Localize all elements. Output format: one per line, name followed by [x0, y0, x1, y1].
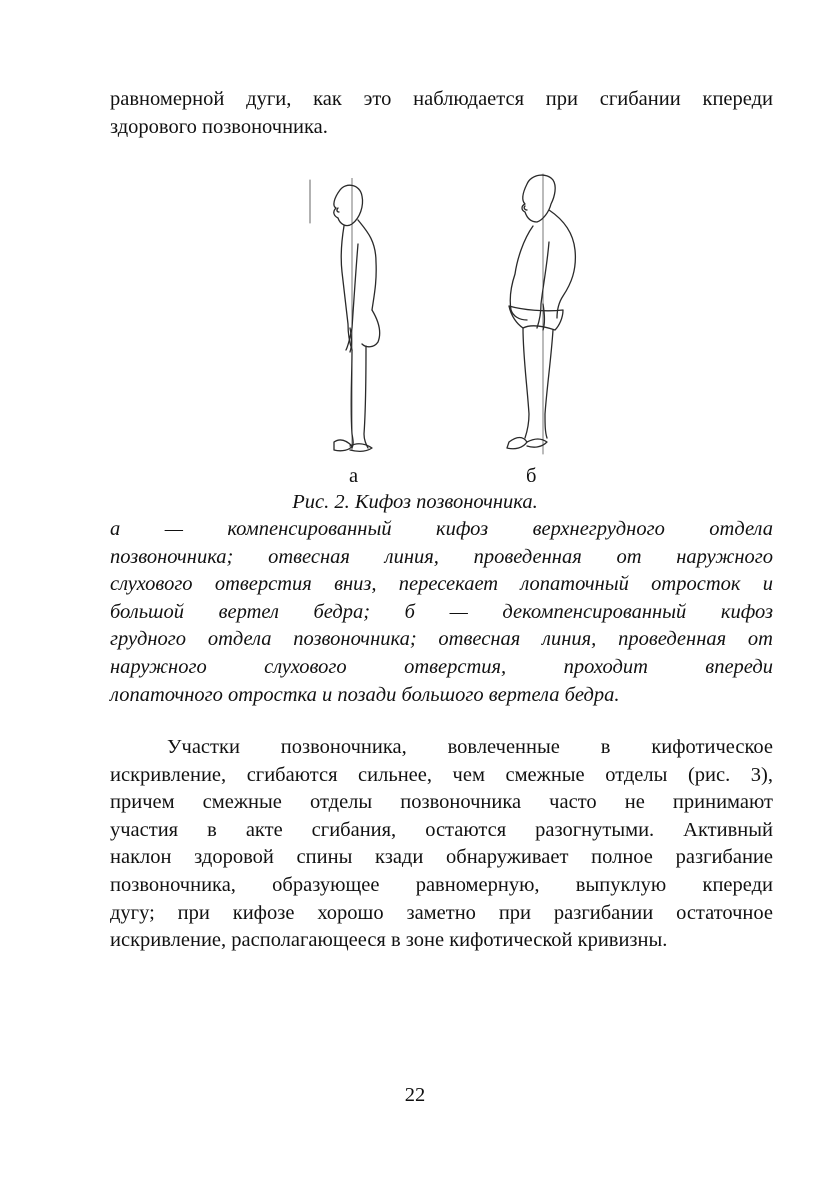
figure-caption: [110, 516, 773, 709]
text-line: Участки позвоночника, вовлеченные в кифотическое: [167, 736, 773, 758]
text-line: причем смежные отделы позвоночника часто не принимают: [110, 791, 773, 814]
caption-line: грудного отдела позвоночника; отвесная линия, проведенная от: [110, 628, 773, 651]
figure-label-b: б: [526, 465, 537, 487]
top-paragraph: [110, 86, 773, 141]
text-line: участия в акте сгибания, остаются разогнутыми. Активный: [110, 818, 773, 841]
figure-label-a: а: [349, 465, 359, 487]
caption-line: большой вертел бедра; б — декомпенсированный кифоз: [110, 600, 773, 623]
text-line: искривление, сгибаются сильнее, чем смежные отделы (рис. 3),: [110, 763, 773, 786]
figure-title: Рис. 2. Кифоз позвоночника.: [292, 491, 538, 513]
caption-line: лопаточного отростка и позади большого вертела бедра.: [110, 683, 620, 706]
caption-line: а — компенсированный кифоз верхнегрудного отдела: [110, 518, 773, 540]
page-number: 22: [404, 1084, 426, 1106]
text-line: дугу; при кифозе хорошо заметно при разгибании остаточное: [110, 901, 773, 924]
text-line: позвоночника, образующее равномерную, выпуклую кпереди: [110, 873, 773, 896]
body-paragraph: [110, 734, 773, 955]
text-line: искривление, располагающееся в зоне кифотической кривизны.: [110, 929, 668, 952]
caption-line: позвоночника; отвесная линия, проведенная от наружного: [110, 545, 773, 568]
text-line: здорового позвоночника.: [110, 115, 328, 138]
text-line: наклон здоровой спины кзади обнаруживает полное разгибание: [110, 846, 773, 869]
caption-line: наружного слухового отверстия, проходит впереди: [110, 655, 773, 678]
figure-b-illustration: [487, 170, 597, 460]
figure-a-illustration: [300, 178, 400, 458]
caption-line: слухового отверстия вниз, пересекает лопаточный отросток и: [110, 573, 773, 596]
text-line: равномерной дуги, как это наблюдается при сгибании кпереди: [110, 88, 773, 110]
